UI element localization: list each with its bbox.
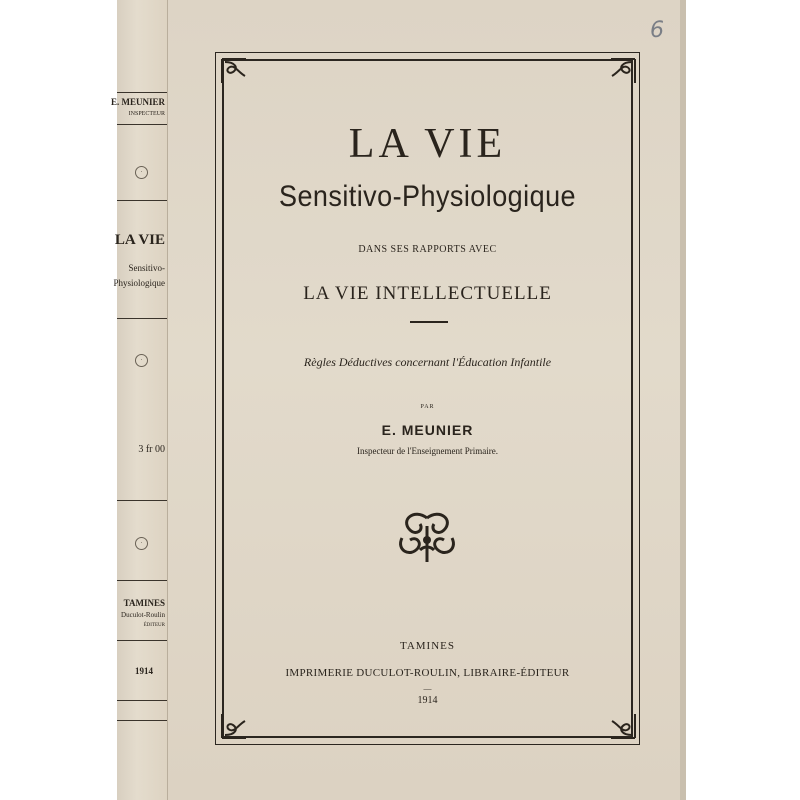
spine-rule	[117, 720, 167, 721]
floral-vignette-icon	[394, 510, 460, 566]
cover-printer: IMPRIMERIE DUCULOT-ROULIN, LIBRAIRE-ÉDITEUR	[285, 667, 570, 679]
spine-title-2: Sensitivo-	[128, 263, 165, 273]
spine-ornament-circle: ·	[135, 354, 148, 367]
cover-title: LA VIE	[348, 121, 507, 167]
spine-year: 1914	[135, 666, 153, 676]
cover-author: E. MEUNIER	[381, 422, 474, 438]
spine-rule	[117, 124, 167, 125]
spine-rule	[117, 318, 167, 319]
cover-by: PAR	[420, 404, 435, 410]
spine-city: TAMINES	[123, 598, 165, 608]
corner-ornament-icon	[608, 56, 638, 86]
spine-price: 3 fr 00	[138, 444, 165, 455]
corner-ornament-icon	[608, 711, 638, 741]
title-divider	[410, 321, 448, 323]
pencil-number: 6	[650, 18, 664, 43]
spine-rule	[117, 92, 167, 93]
spine-rule	[117, 580, 167, 581]
cover-subtitle-2: LA VIE INTELLECTUELLE	[303, 283, 552, 304]
cover-edge	[680, 0, 686, 800]
corner-ornament-icon	[219, 56, 249, 86]
cover-subtitle: Sensitivo-Physiologique	[278, 180, 576, 213]
cover-tagline: Règles Déductives concernant l'Éducation Infantile	[303, 355, 552, 369]
corner-ornament-icon	[219, 711, 249, 741]
spine-title-1: LA VIE	[114, 232, 165, 248]
year-dash: —	[423, 684, 432, 693]
spine-ornament-circle: ·	[135, 166, 148, 179]
spine-author: E. MEUNIER	[110, 97, 165, 107]
spine-title-3: Physiologique	[113, 278, 165, 288]
spine-editor: ÉDITEUR	[143, 623, 165, 628]
spine-rule	[117, 500, 167, 501]
cover-year: 1914	[417, 695, 438, 706]
spine-role: INSPECTEUR	[128, 111, 165, 117]
cover-author-role: Inspecteur de l'Enseignement Primaire.	[356, 446, 499, 456]
cover-city: TAMINES	[399, 640, 455, 652]
spine-rule	[117, 700, 167, 701]
spine-rule	[117, 640, 167, 641]
spine-publisher: Duculot-Roulin	[121, 611, 165, 619]
spine-ornament-circle: ·	[135, 537, 148, 550]
book-spine	[110, 0, 168, 800]
spine-rule	[117, 200, 167, 201]
cover-connector: DANS SES RAPPORTS AVEC	[358, 244, 497, 255]
